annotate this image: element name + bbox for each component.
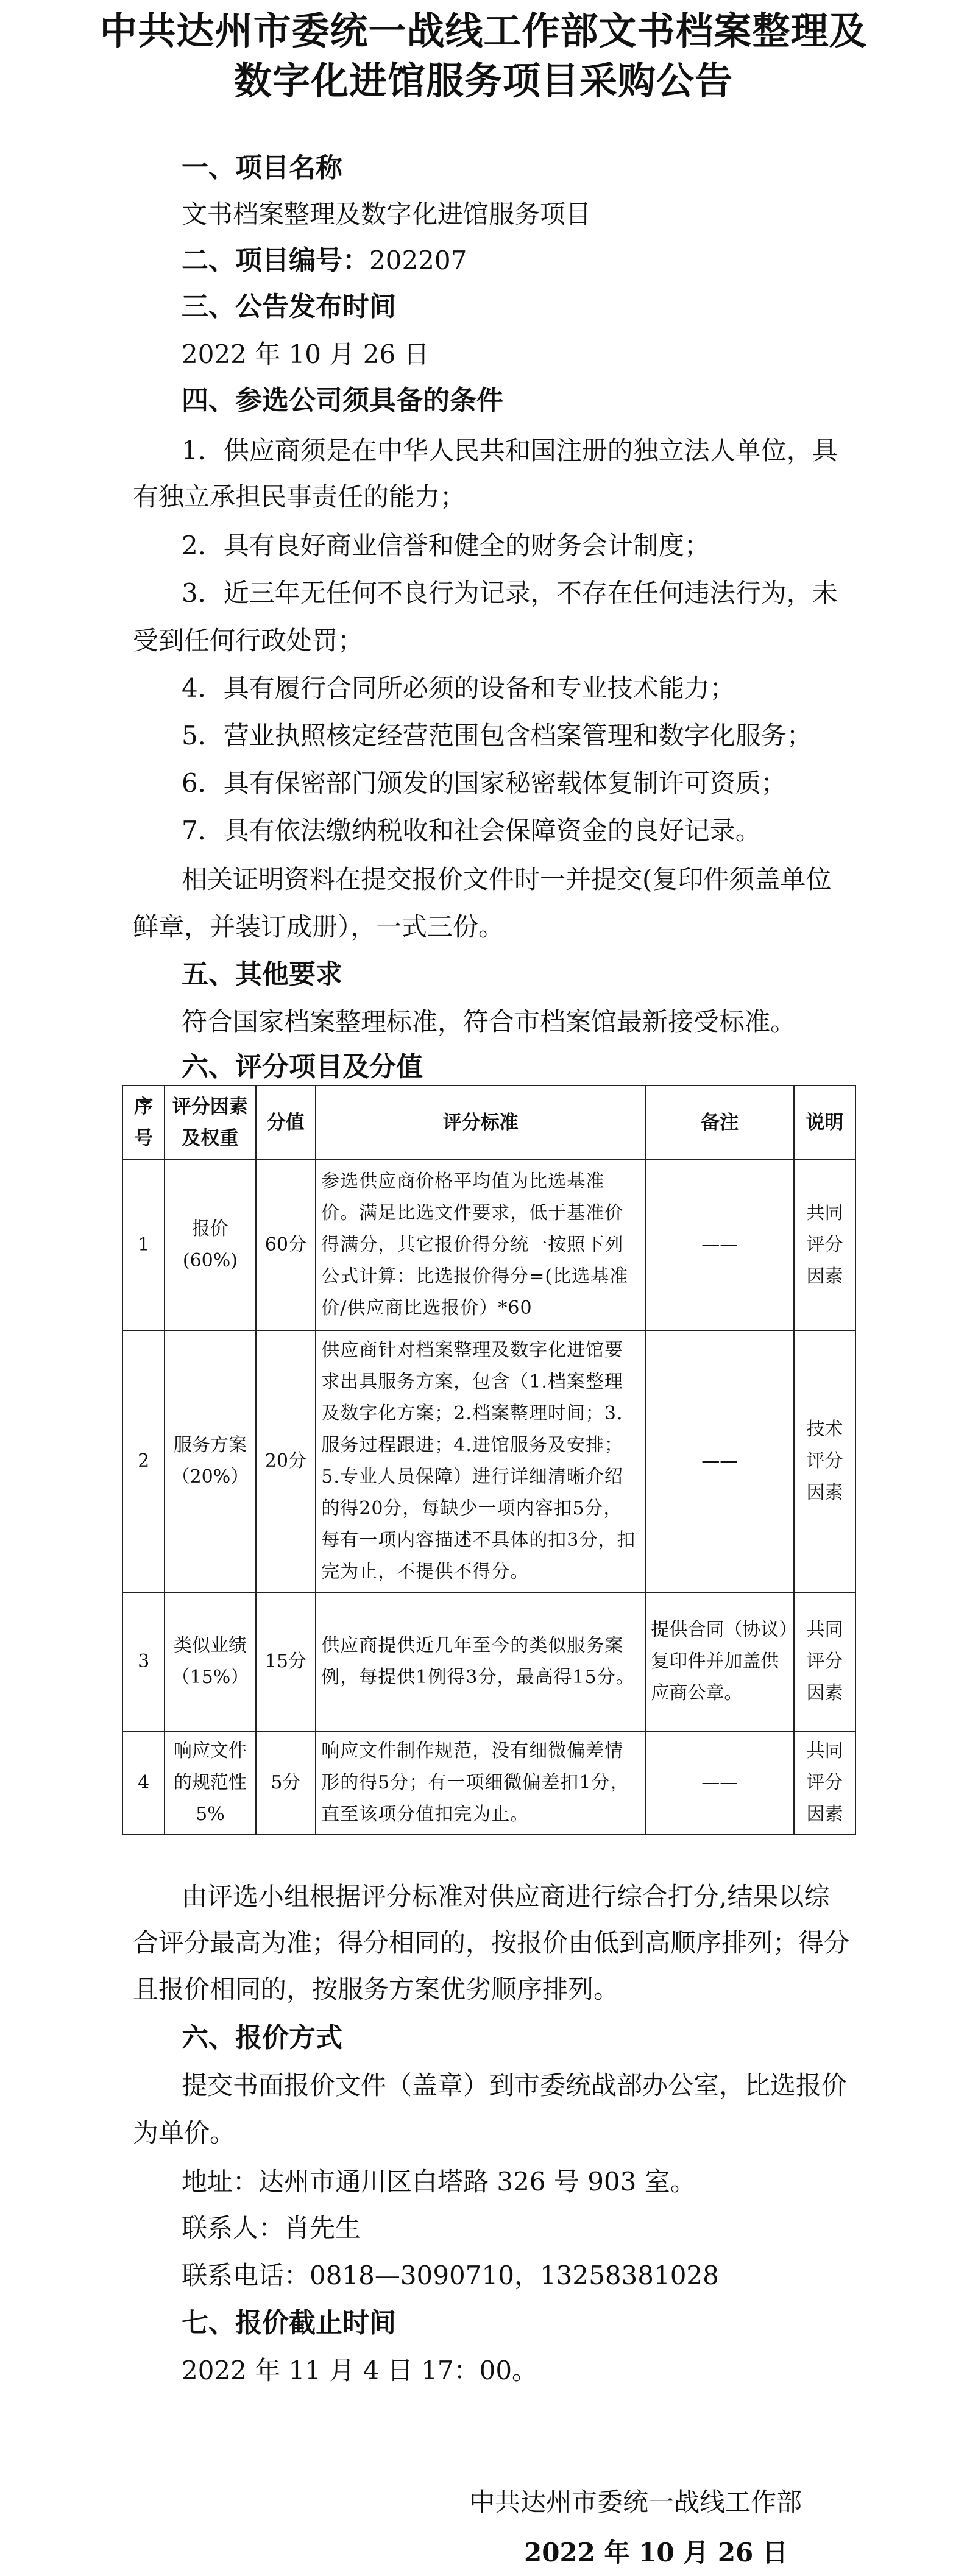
condition-2: 2．具有良好商业信誉和健全的财务会计制度； (182, 531, 710, 560)
row-standard: 响应文件制作规范，没有细微偏差情形的得5分；有一项细微偏差扣1分，直至该项分值扣完为止。 (316, 1731, 645, 1835)
document-title-line2: 数字化进馆服务项目采购公告 (233, 58, 733, 103)
condition-1-line1: 1．供应商须是在中华人民共和国注册的独立法人单位，具 (182, 436, 838, 465)
quote-method-line1: 提交书面报价文件（盖章）到市委统战部办公室，比选报价 (182, 2070, 848, 2100)
condition-6: 6．具有保密部门颁发的国家秘密载体复制许可资质； (182, 768, 787, 798)
section1-heading: 一、项目名称 (182, 152, 342, 183)
quote-method-line2: 为单价。 (133, 2118, 236, 2148)
proof-note-line2: 鲜章，并装订成册），一式三份。 (133, 912, 505, 942)
contact-person: 联系人：肖先生 (182, 2213, 361, 2243)
condition-3-line1: 3．近三年无任何不良行为记录，不存在任何违法行为，未 (182, 578, 838, 608)
summary-line2: 合评分最高为准；得分相同的，按报价由低到高顺序排列；得分 (133, 1928, 850, 1958)
header-desc: 说明 (794, 1085, 855, 1160)
header-no: 序号 (122, 1085, 165, 1160)
row-no: 3 (122, 1592, 165, 1731)
table-row (122, 1592, 855, 1731)
row-no: 4 (122, 1731, 165, 1835)
condition-3-line2: 受到任何行政处罚； (133, 626, 364, 655)
row-note: —— (645, 1731, 794, 1835)
row-score: 5分 (256, 1731, 316, 1835)
section6b-heading: 六、报价方式 (182, 2022, 342, 2053)
contact-phone: 联系电话：0818—3090710，13258381028 (182, 2260, 719, 2290)
row-factor: 类似业绩（15%） (165, 1592, 255, 1731)
row-desc: 共同评分因素 (794, 1592, 855, 1731)
condition-7: 7．具有依法缴纳税收和社会保障资金的良好记录。 (182, 816, 761, 845)
row-factor: 响应文件的规范性5% (165, 1731, 255, 1835)
table-header-row (122, 1085, 855, 1160)
deadline: 2022 年 11 月 4 日 17：00。 (182, 2355, 538, 2385)
condition-1-line2: 有独立承担民事责任的能力； (133, 482, 466, 512)
row-desc: 技术评分因素 (794, 1330, 855, 1592)
summary-line1: 由评选小组根据评分标准对供应商进行综合打分,结果以综 (182, 1882, 830, 1911)
condition-4: 4．具有履行合同所必须的设备和专业技术能力； (182, 673, 735, 703)
table-row (122, 1330, 855, 1592)
row-score: 60分 (256, 1160, 316, 1330)
section2-heading (182, 242, 467, 279)
header-score: 分值 (256, 1085, 316, 1160)
row-note: —— (645, 1160, 794, 1330)
document-title-line1: 中共达州市委统一战线工作部文书档案整理及 (99, 9, 868, 53)
header-factor: 评分因素及权重 (165, 1085, 255, 1160)
proof-note-line1: 相关证明资料在提交报价文件时一并提交(复印件须盖单位 (182, 864, 832, 894)
signature-date: 2022 年 10 月 26 日 (524, 2538, 788, 2567)
table-row (122, 1160, 855, 1330)
section6-heading: 六、评分项目及分值 (182, 1051, 423, 1082)
section4-heading: 四、参选公司须具备的条件 (182, 385, 503, 416)
row-factor: 服务方案（20%） (165, 1330, 255, 1592)
row-factor: 报价(60%) (165, 1160, 255, 1330)
row-note: 提供合同（协议）复印件并加盖供应商公章。 (645, 1592, 794, 1731)
summary-line3: 且报价相同的，按服务方案优劣顺序排列。 (133, 1974, 620, 2004)
signature-org: 中共达州市委统一战线工作部 (469, 2487, 802, 2517)
row-no: 1 (122, 1160, 165, 1330)
table-row (122, 1731, 855, 1835)
row-score: 15分 (256, 1592, 316, 1731)
row-note: —— (645, 1330, 794, 1592)
row-no: 2 (122, 1330, 165, 1592)
section3-heading: 三、公告发布时间 (182, 291, 396, 322)
row-desc: 共同评分因素 (794, 1731, 855, 1835)
section1-text: 文书档案整理及数字化进馆服务项目 (182, 199, 592, 229)
publish-date: 2022 年 10 月 26 日 (182, 339, 430, 369)
section7-heading: 七、报价截止时间 (182, 2307, 396, 2338)
project-number: 202207 (369, 245, 467, 275)
section5-heading: 五、其他要求 (182, 959, 342, 990)
scoring-table (122, 1085, 856, 1835)
section2-label: 二、项目编号： (182, 245, 369, 276)
row-desc: 共同评分因素 (794, 1160, 855, 1330)
row-standard: 参选供应商价格平均值为比选基准价。满足比选文件要求，低于基准价得满分，其它报价得分统一按照下列公式计算：比选报价得分=(比选基准价/供应商比选报价）*60 (316, 1160, 645, 1330)
section5-text: 符合国家档案整理标准，符合市档案馆最新接受标准。 (182, 1007, 796, 1037)
row-score: 20分 (256, 1330, 316, 1592)
header-standard: 评分标准 (316, 1085, 645, 1160)
condition-5: 5．营业执照核定经营范围包含档案管理和数字化服务； (182, 721, 812, 750)
row-standard: 供应商针对档案整理及数字化进馆要求出具服务方案，包含（1.档案整理及数字化方案；2.档案整理时间；3.服务过程跟进；4.进馆服务及安排；5.专业人员保障）进行详细清晰介绍的得20分，每缺少一项内容扣5分，每有一项内容描述不具体的扣3分，扣完为止，不提供不得分。 (316, 1330, 645, 1592)
row-standard: 供应商提供近几年至今的类似服务案例，每提供1例得3分，最高得15分。 (316, 1592, 645, 1731)
header-note: 备注 (645, 1085, 794, 1160)
address: 地址：达州市通川区白塔路 326 号 903 室。 (182, 2167, 696, 2197)
